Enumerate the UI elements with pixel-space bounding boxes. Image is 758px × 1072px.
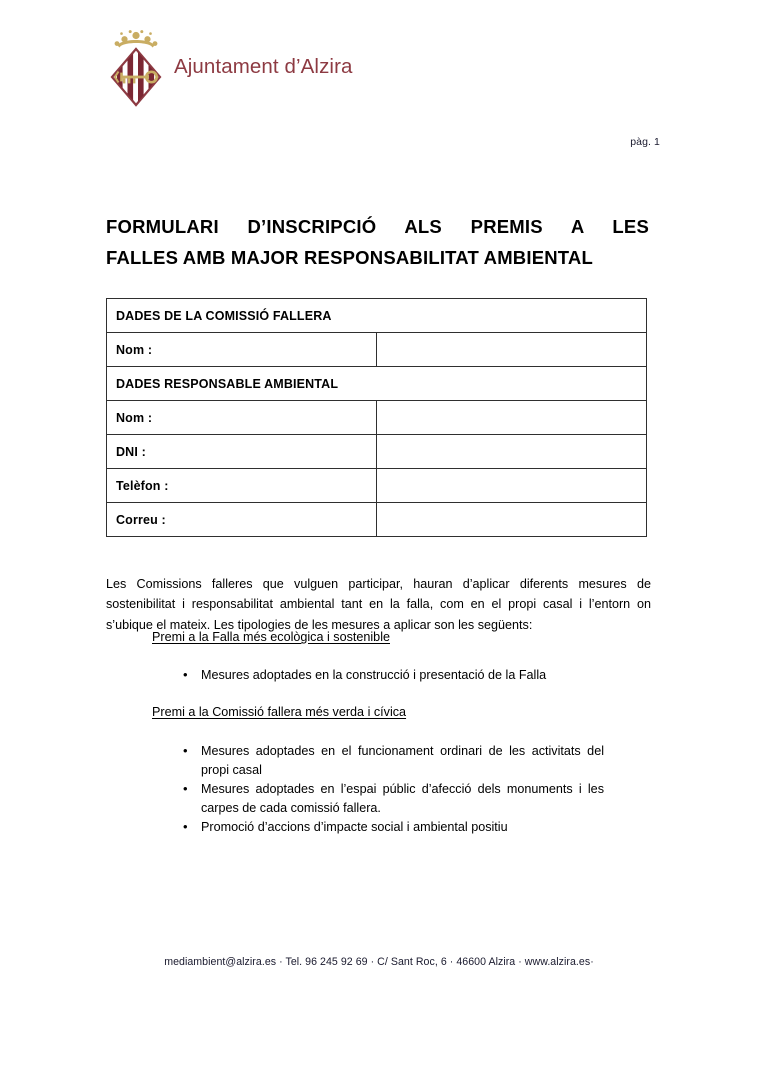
- table-row: [107, 333, 647, 367]
- section-heading-premi-comissio: Premi a la Comissió fallera més verda i cívica: [152, 705, 407, 719]
- table-row: [107, 401, 647, 435]
- section-header-responsable-ambiental: DADES RESPONSABLE AMBIENTAL: [107, 367, 647, 401]
- section-heading-premi-falla: Premi a la Falla més ecològica i sostenible: [152, 630, 390, 644]
- field-input-telefon[interactable]: [377, 469, 647, 503]
- field-input-correu[interactable]: [377, 503, 647, 537]
- ajuntament-wordmark: Ajuntament d’Alzira: [174, 55, 353, 78]
- letterhead: [106, 24, 353, 110]
- field-label-nom-comissio: Nom :: [107, 333, 377, 367]
- list-item: • Mesures adoptades en l’espai públic d’afecció dels monuments i les carpes de cada comissió fallera.: [178, 780, 604, 818]
- section-header-comissio-fallera: DADES DE LA COMISSIÓ FALLERA: [107, 299, 647, 333]
- field-input-dni[interactable]: [377, 435, 647, 469]
- list-item: • Mesures adoptades en la construcció i presentació de la Falla: [178, 666, 608, 685]
- list-item: • Mesures adoptades en el funcionament ordinari de les activitats del propi casal: [178, 742, 604, 780]
- field-label-nom-responsable: Nom :: [107, 401, 377, 435]
- table-row: [107, 299, 647, 333]
- page-title-line-1: FORMULARI D’INSCRIPCIÓ ALS PREMIS A LES: [106, 216, 649, 238]
- page-number: pàg. 1: [630, 136, 660, 148]
- field-input-nom-responsable[interactable]: [377, 401, 647, 435]
- field-label-correu: Correu :: [107, 503, 377, 537]
- field-label-telefon: Telèfon :: [107, 469, 377, 503]
- bullet-list-premi-comissio: [178, 742, 604, 837]
- field-input-nom-comissio[interactable]: [377, 333, 647, 367]
- page-title-line-2: FALLES AMB MAJOR RESPONSABILITAT AMBIENTAL: [106, 247, 593, 269]
- alzira-coat-of-arms-icon: [106, 25, 166, 109]
- table-row: [107, 469, 647, 503]
- table-row: [107, 435, 647, 469]
- page-title: [106, 211, 649, 273]
- bullet-list-premi-falla: [178, 666, 608, 685]
- table-row: [107, 503, 647, 537]
- footer-contact-line: mediambient@alzira.es · Tel. 96 245 92 69 · C/ Sant Roc, 6 · 46600 Alzira · www.alzira.es·: [164, 956, 594, 968]
- intro-paragraph: Les Comissions falleres que vulguen participar, hauran d’aplicar diferents mesures de sostenibilitat i responsabilitat ambiental tant en la falla, com en el propi casal i l’entorn on s’ubique el mateix. Les tipologies de les mesures a aplicar son les següents:: [106, 576, 651, 632]
- table-row: [107, 367, 647, 401]
- field-label-dni: DNI :: [107, 435, 377, 469]
- list-item: • Promoció d’accions d’impacte social i ambiental positiu: [178, 818, 604, 837]
- commission-data-form-table: [106, 298, 647, 537]
